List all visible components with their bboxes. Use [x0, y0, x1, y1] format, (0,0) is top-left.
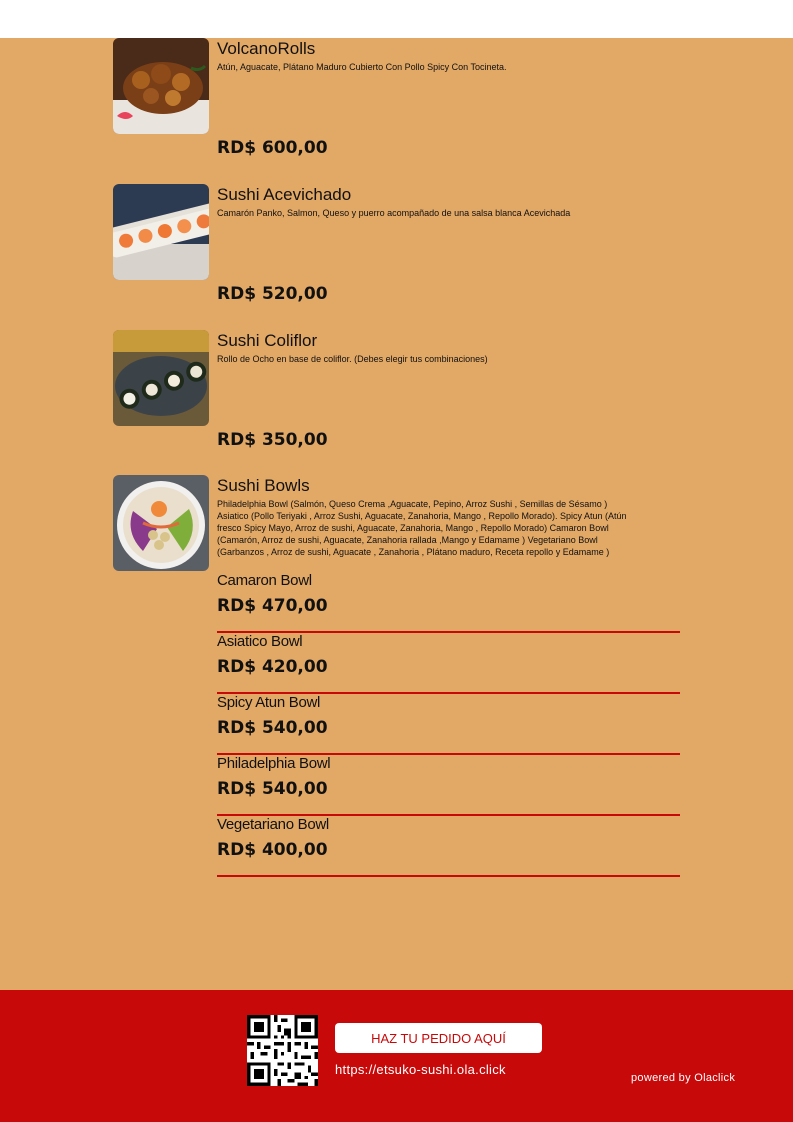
variant-price: RD$ 400,00	[217, 840, 328, 860]
variant-name: Asiatico Bowl	[217, 633, 303, 650]
item-title: Sushi Acevichado	[217, 185, 352, 204]
item-title: Sushi Bowls	[217, 476, 310, 495]
variant-vegetariano-bowl[interactable]	[217, 816, 680, 877]
sushi-coliflor-photo	[113, 330, 209, 426]
variant-price: RD$ 540,00	[217, 718, 328, 738]
order-url-link[interactable]: https://etsuko-sushi.ola.click	[335, 1062, 506, 1077]
qr-code[interactable]	[247, 1015, 318, 1086]
menu-item-volcano-rolls[interactable]	[113, 38, 693, 168]
order-button[interactable]: HAZ TU PEDIDO AQUÍ	[335, 1023, 542, 1053]
item-price: RD$ 600,00	[217, 138, 328, 158]
variant-name: Philadelphia Bowl	[217, 755, 331, 772]
sushi-acevichado-photo	[113, 184, 209, 280]
menu-item-sushi-acevichado[interactable]	[113, 184, 693, 314]
item-price: RD$ 350,00	[217, 430, 328, 450]
item-description: Rollo de Ocho en base de coliflor. (Debes elegir tus combinaciones)	[217, 354, 488, 364]
powered-by-text[interactable]: powered by Olaclick	[631, 1072, 736, 1084]
sushi-bowls-photo	[113, 475, 209, 571]
item-description: Atún, Aguacate, Plátano Maduro Cubierto Con Pollo Spicy Con Tocineta.	[217, 62, 507, 72]
variant-name: Spicy Atun Bowl	[217, 694, 321, 711]
variant-price: RD$ 420,00	[217, 657, 328, 677]
item-price: RD$ 520,00	[217, 284, 328, 304]
variant-price: RD$ 540,00	[217, 779, 328, 799]
item-title: VolcanoRolls	[217, 39, 316, 58]
variant-price: RD$ 470,00	[217, 596, 328, 616]
variant-name: Vegetariano Bowl	[217, 816, 329, 833]
item-description: Camarón Panko, Salmon, Queso y puerro acompañado de una salsa blanca Acevichada	[217, 208, 571, 218]
variant-spicy-atun-bowl[interactable]	[217, 694, 680, 755]
variant-camaron-bowl[interactable]	[217, 572, 680, 633]
variant-name: Camaron Bowl	[217, 572, 312, 589]
variant-asiatico-bowl[interactable]	[217, 633, 680, 694]
menu-item-sushi-coliflor[interactable]	[113, 330, 693, 460]
menu-item-sushi-bowls[interactable]	[113, 475, 693, 575]
variant-philadelphia-bowl[interactable]	[217, 755, 680, 816]
item-description: Philadelphia Bowl (Salmón, Queso Crema ,Aguacate, Pepino, Arroz Sushi , Semillas de Sésamo ) Asiatico (Pollo Teriyaki , Arroz Sushi, Aguacate, Zanahoria, Mango , Repollo Morado). Spicy Atun (Atún fresco Spicy Mayo, Arroz de sushi, Aguacate, Zanahoria, Mango , Repollo Morado) Camaron Bowl (Camarón, Arroz de sushi, Aguacate, Zanahoria rallada ,Mango y Edamame ) Vegetariano Bowl (Garbanzos , Arroz de sushi, Aguacate , Zanahoria , Plátano maduro, Receta repollo y Edamame )	[217, 499, 627, 557]
volcano-rolls-photo	[113, 38, 209, 134]
item-title: Sushi Coliflor	[217, 331, 318, 350]
footer	[0, 990, 793, 1122]
